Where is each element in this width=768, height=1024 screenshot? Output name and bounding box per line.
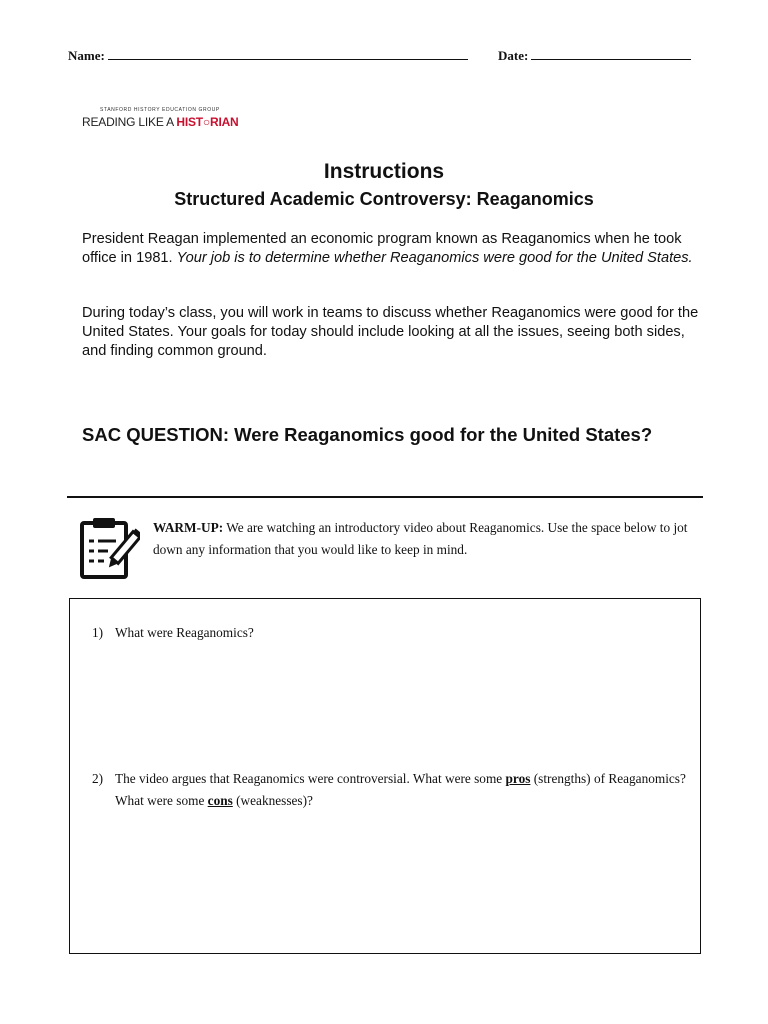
logo-small-text: STANFORD HISTORY EDUCATION GROUP bbox=[100, 107, 220, 113]
warmup-label: WARM-UP: bbox=[153, 520, 224, 535]
magnifier-icon: ○ bbox=[202, 115, 210, 129]
intro-paragraph bbox=[82, 230, 702, 268]
date-blank-line[interactable] bbox=[531, 49, 691, 60]
question-2-number: 2) bbox=[92, 771, 104, 786]
question-2-text-a: The video argues that Reaganomics were controversial. What were some bbox=[115, 771, 506, 786]
page-title: Instructions bbox=[323, 160, 445, 183]
name-label: Name: bbox=[68, 48, 105, 63]
question-1-number: 1) bbox=[92, 625, 104, 640]
question-1-text: What were Reaganomics? bbox=[115, 625, 254, 640]
question-1 bbox=[92, 622, 692, 644]
goals-paragraph: During today’s class, you will work in teams to discuss whether Reaganomics were good for the United States. Your goals for today should include looking at all the issues, seeing both sides, and finding common ground. bbox=[82, 305, 699, 359]
question-2-text-c: (weaknesses)? bbox=[232, 793, 313, 808]
pros-keyword: pros bbox=[505, 771, 531, 786]
logo-red-hist: HIST bbox=[176, 115, 203, 129]
question-2 bbox=[92, 768, 692, 812]
name-blank-line[interactable] bbox=[108, 49, 468, 60]
logo-big-prefix: READING LIKE A bbox=[82, 115, 177, 129]
clipboard-pencil-icon bbox=[78, 515, 140, 581]
question-2-text bbox=[115, 768, 692, 812]
date-field[interactable] bbox=[498, 48, 691, 64]
logo-red-rian: RIAN bbox=[209, 115, 239, 129]
intro-paragraph-plain: President Reagan implemented an economic program known as Reaganomics when he took office in 1981. bbox=[82, 231, 682, 266]
warmup-text: We are watching an introductory video about Reaganomics. Use the space below to jot down any information that you would like to keep in mind. bbox=[153, 520, 688, 557]
name-date-header bbox=[68, 46, 708, 68]
name-field[interactable] bbox=[68, 48, 468, 64]
logo-big-text bbox=[82, 115, 252, 129]
warmup-instructions bbox=[153, 517, 693, 561]
page-subtitle: Structured Academic Controversy: Reaganomics bbox=[174, 189, 594, 209]
questions-answer-box[interactable] bbox=[69, 598, 701, 954]
reading-like-a-historian-logo bbox=[82, 107, 252, 137]
sac-question: SAC QUESTION: Were Reaganomics good for the United States? bbox=[82, 424, 653, 445]
question-2-text-b: (strengths) of Reaganomics? What were some bbox=[115, 771, 686, 808]
intro-paragraph-italic: Your job is to determine whether Reaganomics were good for the United States. bbox=[176, 250, 693, 266]
section-divider bbox=[67, 496, 703, 498]
cons-keyword: cons bbox=[207, 793, 233, 808]
date-label: Date: bbox=[498, 48, 529, 63]
